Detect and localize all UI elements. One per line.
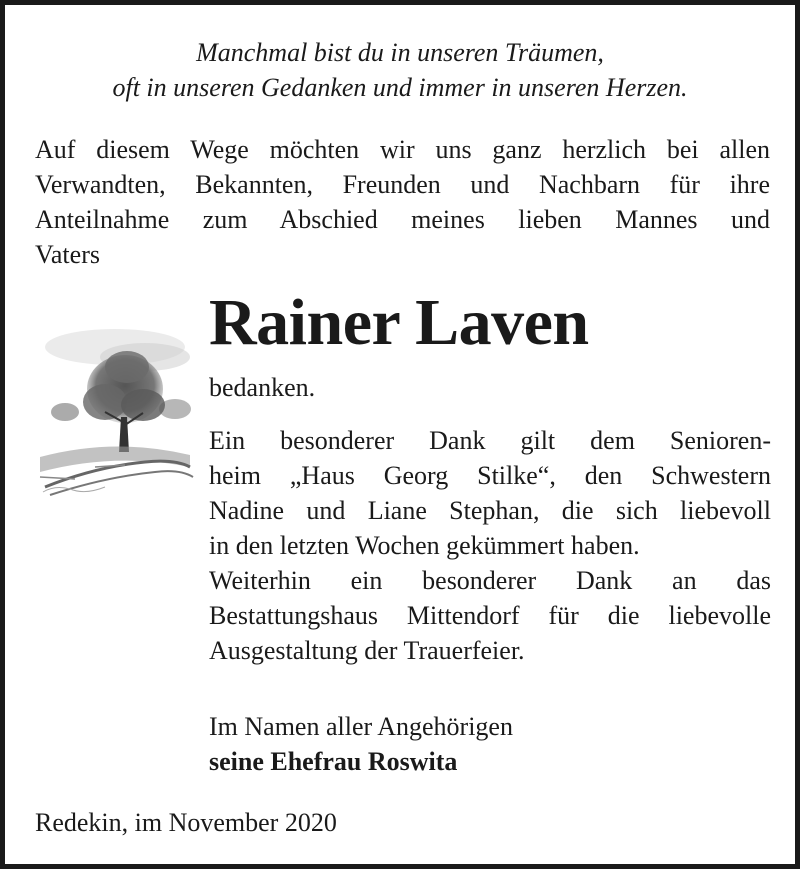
motto-line-2: oft in unseren Gedanken und immer in unseren Herzen. [112, 73, 688, 102]
intro-line-2: Verwandten, Bekannten, Freunden und Nachbarn für ihre [35, 170, 770, 199]
intro-paragraph [35, 132, 770, 272]
special-thanks-line-7: Ausgestaltung der Trauerfeier. [209, 636, 525, 665]
intro-line-3: Anteilnahme zum Abschied meines lieben Mannes und [35, 205, 770, 234]
special-thanks-line-4: in den letzten Wochen gekümmert haben. [209, 531, 640, 560]
signature [209, 709, 769, 779]
special-thanks-line-3: Nadine und Liane Stephan, die sich liebevoll [209, 496, 771, 525]
signature-line-2: seine Ehefrau Roswita [209, 747, 458, 776]
special-thanks-line-5: Weiterhin ein besonderer Dank an das [209, 566, 771, 595]
special-thanks-line-6: Bestattungshaus Mittendorf für die liebevolle [209, 601, 771, 630]
tree-illustration [35, 317, 195, 502]
thanks-word: bedanken. [209, 373, 316, 402]
intro-line-4: Vaters [35, 240, 100, 269]
intro-line-1: Auf diesem Wege möchten wir uns ganz herzlich bei allen [35, 135, 770, 164]
deceased-name: Rainer Laven [209, 286, 589, 359]
thanks-text [209, 370, 771, 668]
place-date: Redekin, im November 2020 [35, 808, 337, 837]
motto-line-1: Manchmal bist du in unseren Träumen, [196, 38, 604, 67]
special-thanks-line-1: Ein besonderer Dank gilt dem Senioren- [209, 426, 771, 455]
signature-line-1: Im Namen aller Angehörigen [209, 712, 513, 741]
motto-quote [5, 35, 795, 105]
special-thanks-line-2: heim „Haus Georg Stilke“, den Schwestern [209, 461, 771, 490]
